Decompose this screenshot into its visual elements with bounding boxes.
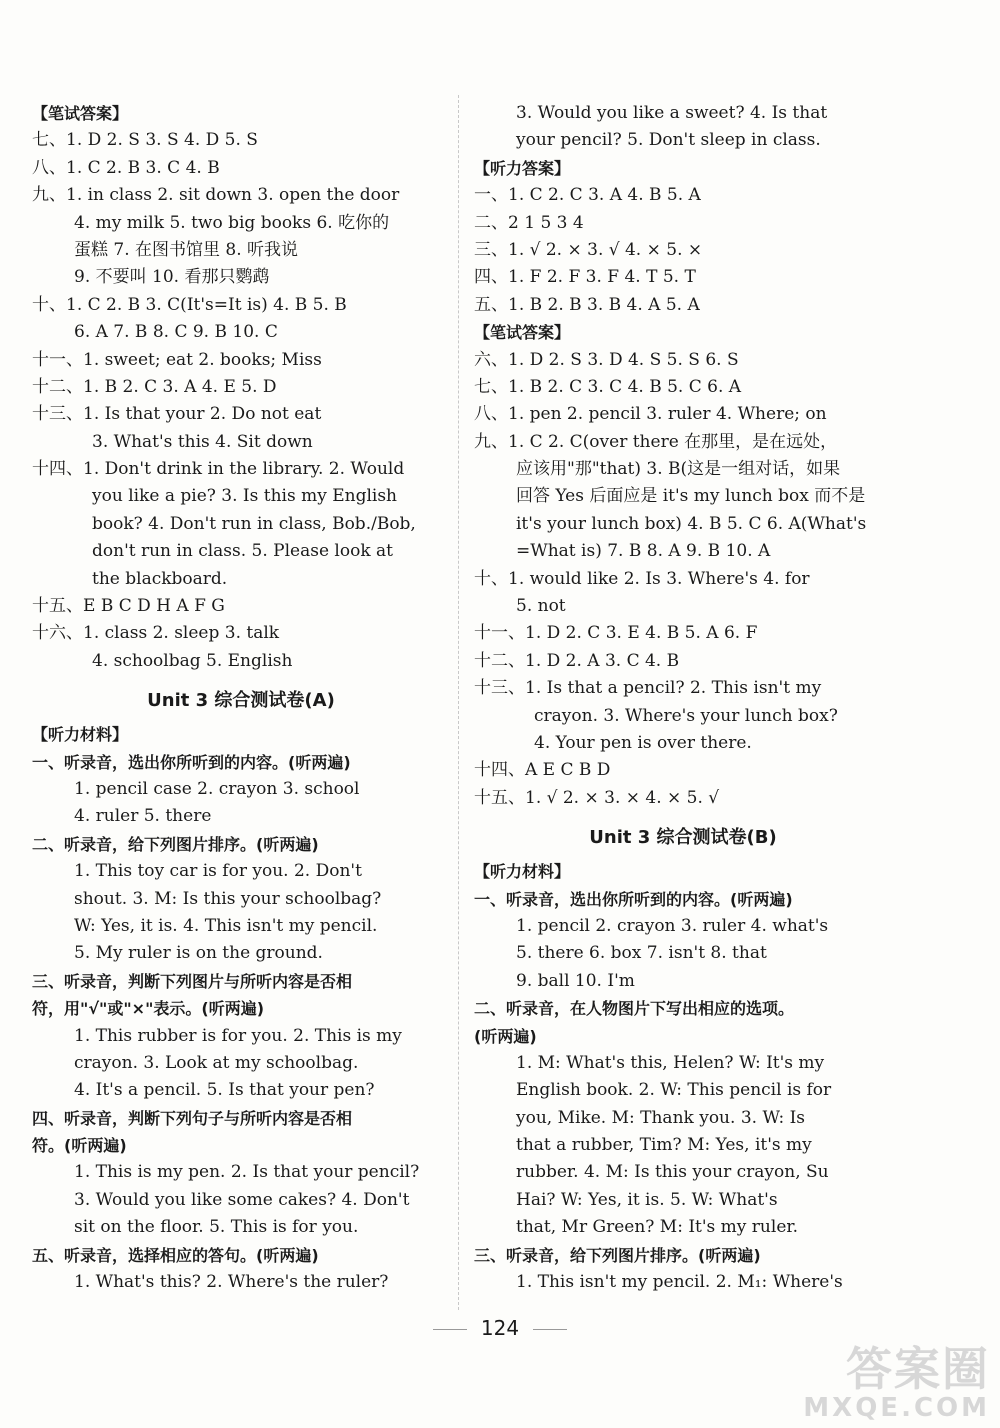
watermark-logo-title: 答案圈 [846, 1342, 990, 1396]
answer-line: 十五、1. √ 2. × 3. × 4. × 5. √ [474, 787, 720, 808]
page-number: 124 [480, 1316, 520, 1340]
answer-line: 9. 不要叫 10. 看那只鹦鹉 [74, 267, 270, 288]
answer-line: 回答 Yes 后面应是 it's my lunch box 而不是 [516, 486, 866, 507]
answer-line: 5. there 6. box 7. isn't 8. that [516, 943, 767, 964]
answer-line: your pencil? 5. Don't sleep in class. [516, 130, 821, 151]
section-title: Unit 3 综合测试卷(B) [589, 827, 777, 849]
section-heading: 四、听录音，判断下列句子与所听内容是否相 [32, 1108, 353, 1128]
answer-line: rubber. 4. M: Is this your crayon, Su [516, 1162, 829, 1183]
answer-line: that, Mr Green? M: It's my ruler. [516, 1217, 799, 1238]
answer-line: 蛋糕 7. 在图书馆里 8. 听我说 [74, 239, 299, 260]
answer-line: 4. my milk 5. two big books 6. 吃你的 [74, 212, 390, 233]
answer-line: W: Yes, it is. 4. This isn't my pencil. [74, 915, 378, 936]
section-heading: 【听力材料】 [32, 725, 129, 745]
right-column [474, 100, 892, 1296]
answer-line: book? 4. Don't run in class, Bob./Bob, [92, 513, 416, 534]
page-number-footer [0, 1316, 1000, 1340]
section-title: Unit 3 综合测试卷(A) [147, 690, 335, 712]
answer-line: 1. pencil case 2. crayon 3. school [74, 778, 360, 799]
section-heading: 符，用"√"或"×"表示。(听两遍) [32, 999, 265, 1019]
answer-line: 九、1. C 2. C(over there 在那里，是在远处， [474, 431, 838, 452]
section-heading: (听两遍) [474, 1026, 537, 1046]
section-heading: 一、听录音，选出你所听到的内容。(听两遍) [32, 752, 351, 772]
section-heading: 五、听录音，选择相应的答句。(听两遍) [32, 1245, 319, 1265]
answer-line: 1. This toy car is for you. 2. Don't [74, 861, 362, 882]
answer-line: don't run in class. 5. Please look at [92, 541, 394, 562]
answer-line: 4. It's a pencil. 5. Is that your pen? [74, 1080, 375, 1101]
answer-line: 9. ball 10. I'm [516, 970, 635, 991]
answer-line: crayon. 3. Where's your lunch box? [534, 705, 838, 726]
section-heading: 二、听录音，在人物图片下写出相应的选项。 [474, 999, 795, 1019]
answer-line: 4. ruler 5. there [74, 806, 212, 827]
answer-line: 4. Your pen is over there. [534, 732, 752, 753]
answer-line: 十五、E B C D H A F G [32, 596, 225, 617]
answer-line: 八、1. C 2. B 3. C 4. B [32, 157, 220, 178]
answer-line: 十一、1. sweet; eat 2. books; Miss [32, 349, 322, 370]
answer-line: 三、1. √ 2. × 3. √ 4. × 5. × [474, 239, 703, 260]
answer-line: 十三、1. Is that a pencil? 2. This isn't my [474, 678, 822, 699]
answer-line: it's your lunch box) 4. B 5. C 6. A(What's [516, 513, 867, 534]
column-divider [458, 95, 459, 1310]
answer-line: 5. My ruler is on the ground. [74, 943, 323, 964]
answer-line: you like a pie? 3. Is this my English [92, 486, 397, 507]
section-heading: 【听力材料】 [474, 862, 571, 882]
section-heading: 三、听录音，判断下列图片与所听内容是否相 [32, 971, 353, 991]
answer-line: 十四、A E C B D [474, 760, 611, 781]
answer-line: 1. M: What's this, Helen? W: It's my [516, 1052, 825, 1073]
watermark-logo [803, 1344, 990, 1422]
section-heading: 符。(听两遍) [32, 1136, 127, 1156]
answer-line: that a rubber, Tim? M: Yes, it's my [516, 1135, 812, 1156]
answer-line: 一、1. C 2. C 3. A 4. B 5. A [474, 185, 701, 206]
answer-line: 十、1. C 2. B 3. C(It's=It is) 4. B 5. B [32, 294, 347, 315]
answer-line: 九、1. in class 2. sit down 3. open the door [32, 185, 400, 206]
answer-line: =What is) 7. B 8. A 9. B 10. A [516, 541, 771, 562]
answer-line: 6. A 7. B 8. C 9. B 10. C [74, 322, 278, 343]
answer-line: 五、1. B 2. B 3. B 4. A 5. A [474, 294, 700, 315]
answer-line: 5. not [516, 596, 566, 617]
answer-line: 4. schoolbag 5. English [92, 650, 293, 671]
answer-line: 3. What's this 4. Sit down [92, 431, 313, 452]
answer-line: 1. This rubber is for you. 2. This is my [74, 1025, 402, 1046]
footer-dash-right [533, 1329, 567, 1330]
answer-line: 十二、1. D 2. A 3. C 4. B [474, 650, 680, 671]
answer-line: 四、1. F 2. F 3. F 4. T 5. T [474, 267, 696, 288]
answer-line: 六、1. D 2. S 3. D 4. S 5. S 6. S [474, 349, 739, 370]
answer-line: 1. This is my pen. 2. Is that your pencil? [74, 1162, 420, 1183]
answer-line: 1. What's this? 2. Where's the ruler? [74, 1272, 389, 1293]
answer-line: 3. Would you like some cakes? 4. Don't [74, 1189, 410, 1210]
footer-dash-left [433, 1329, 467, 1330]
answer-line: 十二、1. B 2. C 3. A 4. E 5. D [32, 376, 277, 397]
answer-line: 七、1. B 2. C 3. C 4. B 5. C 6. A [474, 376, 742, 397]
answer-line: 二、2 1 5 3 4 [474, 212, 584, 233]
answer-line: 1. pencil 2. crayon 3. ruler 4. what's [516, 915, 829, 936]
answer-line: 十六、1. class 2. sleep 3. talk [32, 623, 280, 644]
answer-line: 3. Would you like a sweet? 4. Is that [516, 103, 828, 123]
left-column [32, 100, 450, 1296]
answer-line: shout. 3. M: Is this your schoolbag? [74, 888, 382, 909]
answer-line: 十四、1. Don't drink in the library. 2. Would [32, 459, 405, 480]
answer-line: English book. 2. W: This pencil is for [516, 1080, 832, 1101]
answer-line: 1. This isn't my pencil. 2. M₁: Where's [516, 1272, 843, 1293]
answer-line: 八、1. pen 2. pencil 3. ruler 4. Where; on [474, 404, 827, 425]
watermark-logo-url: MXQE.COM [803, 1393, 990, 1423]
answer-line: you, Mike. M: Thank you. 3. W: Is [516, 1107, 806, 1128]
section-heading: 三、听录音，给下列图片排序。(听两遍) [474, 1245, 761, 1265]
section-heading: 【笔试答案】 [32, 104, 129, 123]
answer-line: 七、1. D 2. S 3. S 4. D 5. S [32, 130, 258, 151]
answer-line: 十一、1. D 2. C 3. E 4. B 5. A 6. F [474, 623, 758, 644]
answer-line: crayon. 3. Look at my schoolbag. [74, 1052, 359, 1073]
answer-line: 十三、1. Is that your 2. Do not eat [32, 404, 322, 425]
section-heading: 二、听录音，给下列图片排序。(听两遍) [32, 834, 319, 854]
section-heading: 【听力答案】 [474, 158, 571, 178]
answer-line: 应该用"那"that) 3. B(这是一组对话，如果 [516, 459, 841, 480]
section-heading: 一、听录音，选出你所听到的内容。(听两遍) [474, 889, 793, 909]
section-heading: 【笔试答案】 [474, 323, 571, 343]
answer-line: Hai? W: Yes, it is. 5. W: What's [516, 1189, 778, 1210]
answer-line: 十、1. would like 2. Is 3. Where's 4. for [474, 568, 810, 589]
answer-line: sit on the floor. 5. This is for you. [74, 1217, 359, 1238]
answer-line: the blackboard. [92, 568, 228, 589]
